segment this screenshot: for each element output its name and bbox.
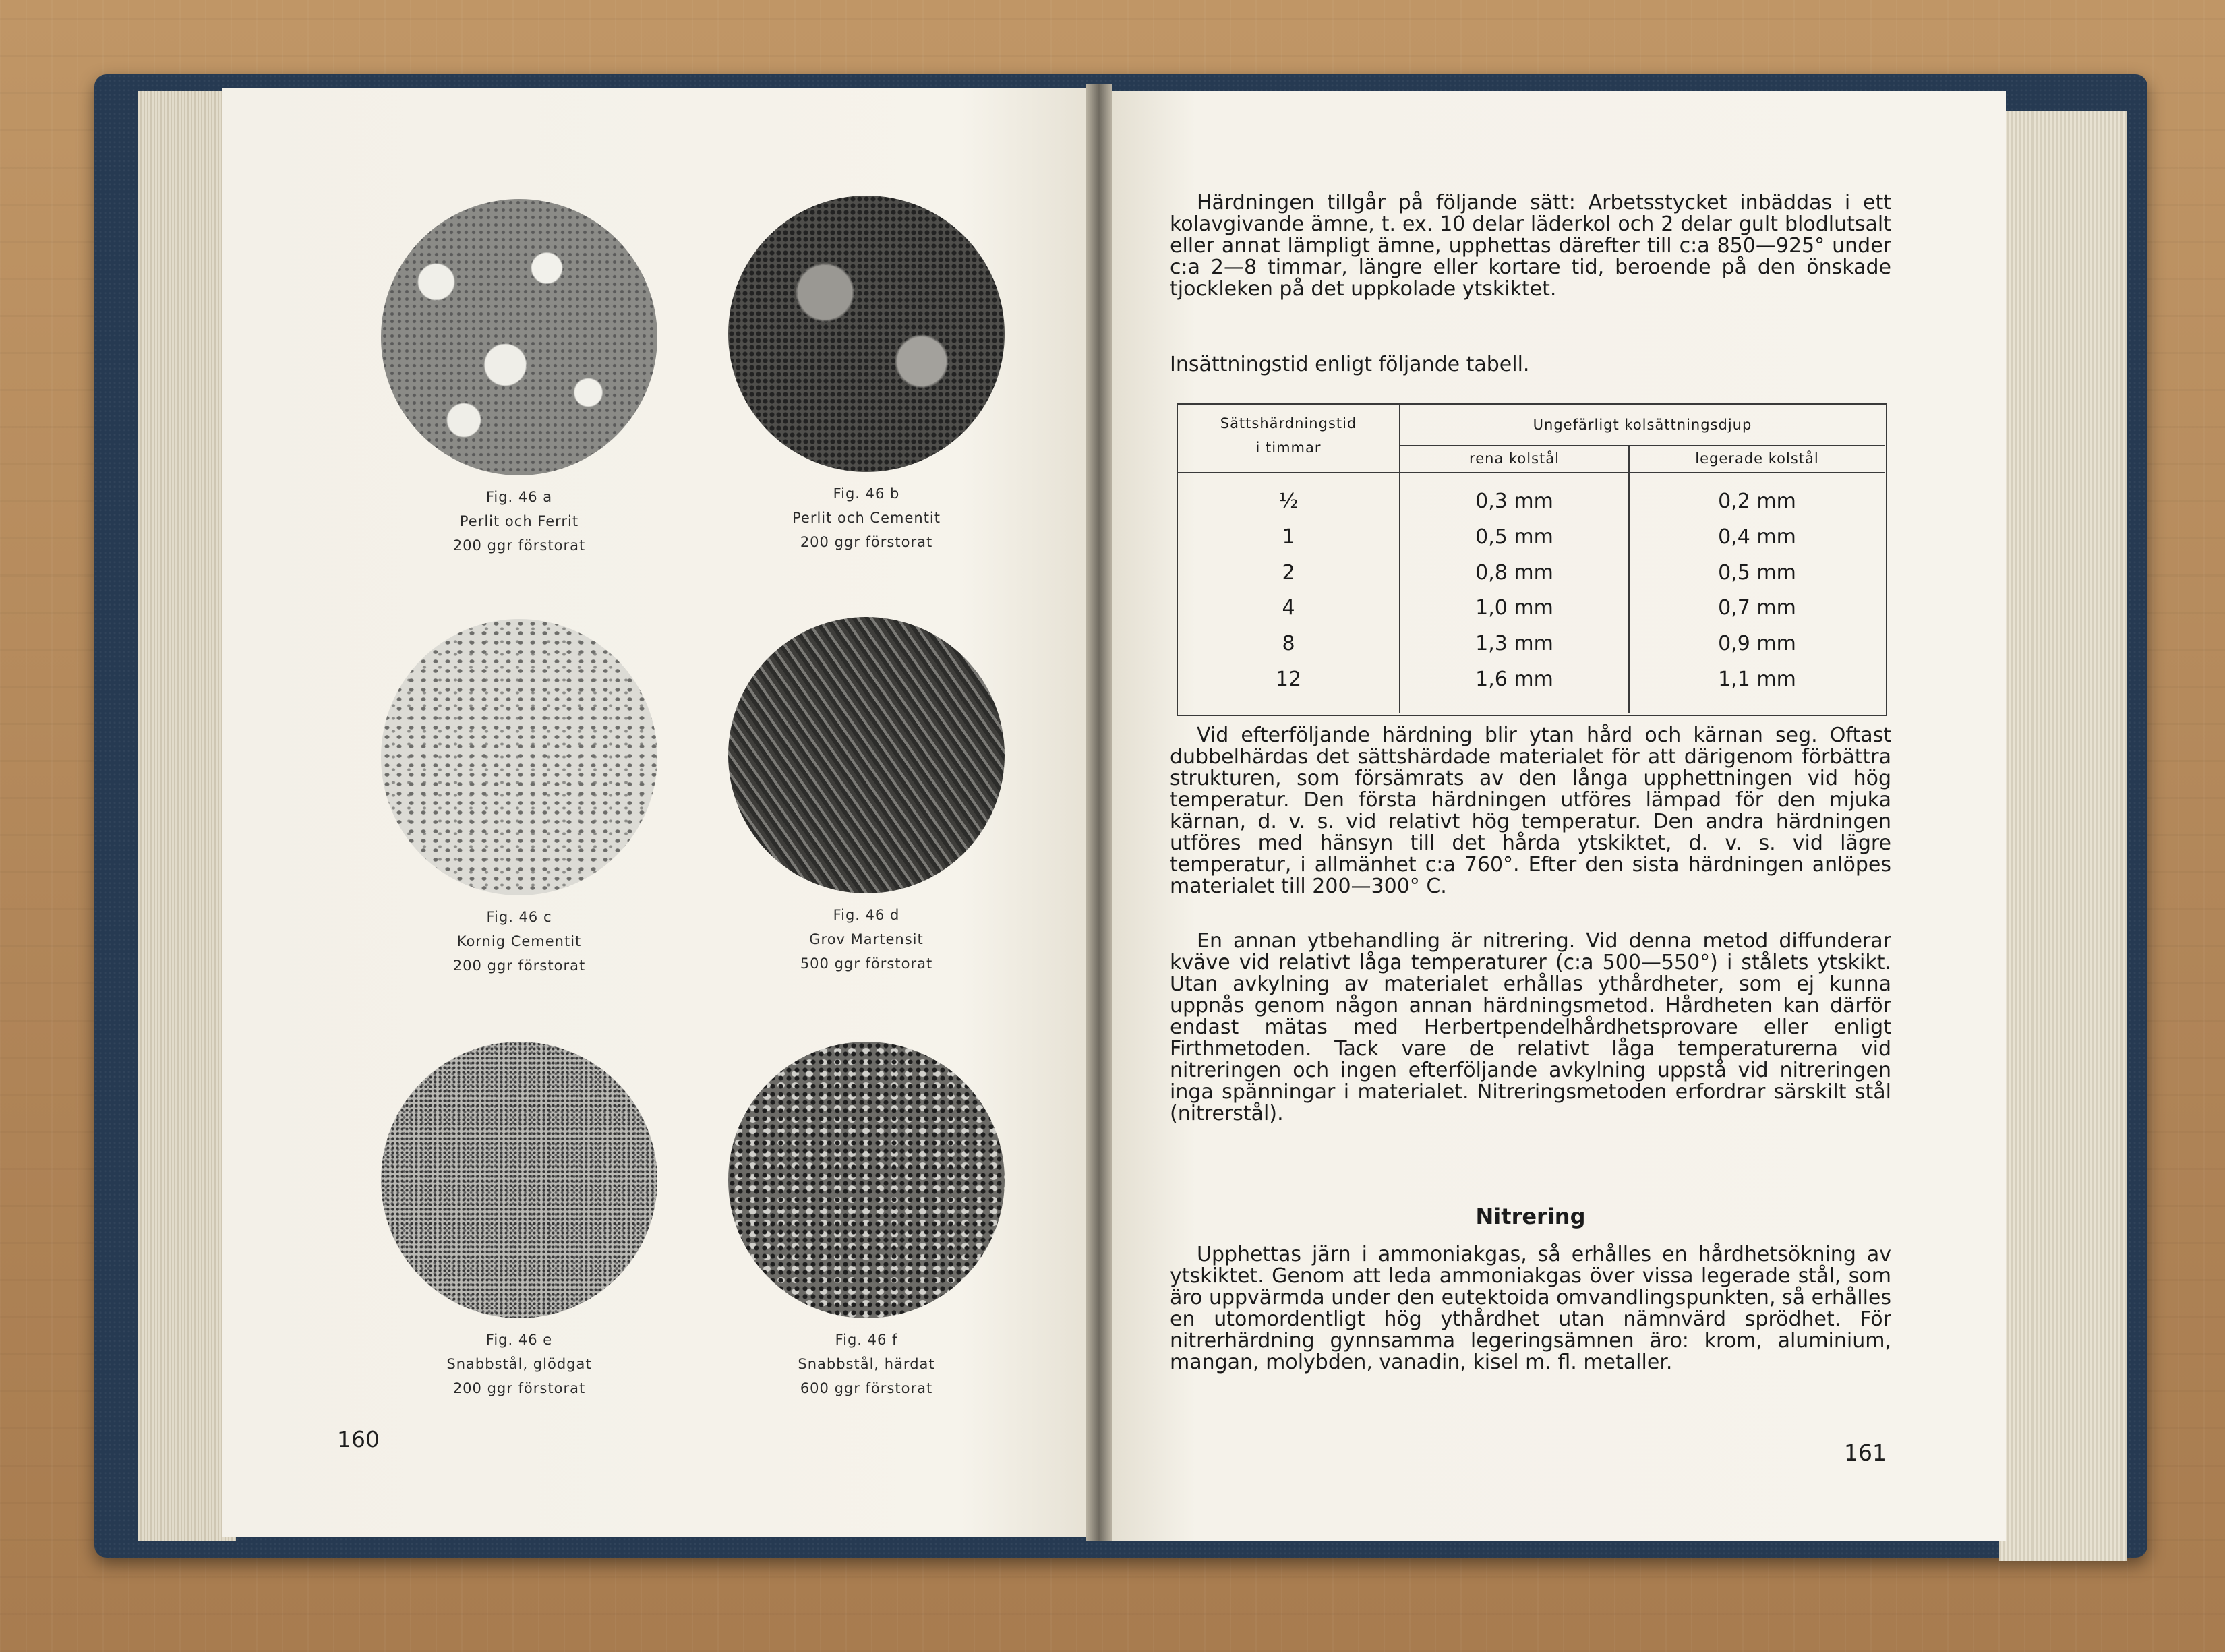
- figure-label: Fig. 46 e: [485, 1332, 553, 1348]
- column-rena: [1400, 484, 1628, 698]
- intro-text: Härdningen tillgår på följande sätt: Arbetsstycket inbäddas i ett kolavgivande ämne, t. ex. 10 delar läderkol och 2 delar gult blodlutsalt eller annat lämpligt ämne, upphettas därefter till c:a 850—925° under c:a 2—8 timmar, längre eller kortare tid, beroende på den önskade tjockleken på det uppkolade ytskiktet.: [1170, 191, 1891, 301]
- nitrering-paragraph: [1170, 1244, 1891, 1374]
- figure-magnification: 500 ggr förstorat: [800, 955, 933, 972]
- figure-description: Kornig Cementit: [456, 933, 582, 949]
- column-time: [1178, 484, 1399, 698]
- figure-description: Perlit och Cementit: [792, 510, 941, 526]
- nitriding-text: En annan ytbehandling är nitrering. Vid denna metod diffunderar kväve vid relativt låga temperaturer (c:a 500—550°) i stålets ytskikt. Utan avkylning av materialet erhållas ythårdheter, som ej kunna uppnås genom någon annan härdningsmetod. Hårdheten kan därför endast mätas med Herbertpendelhårdhetsprovare eller enligt Firthmetoden. Tack vare de relativt låga temperaturerna vid nitreringen och ingen efterföljande avkylning uppstå vid nitreringen inga spänningar i materialet. Nitreringsmetoden erfordrar särskilt stål (nitrerstål).: [1170, 929, 1891, 1125]
- figure-label: Fig. 46 a: [485, 489, 553, 505]
- figure-46a: [378, 199, 661, 558]
- micrograph-image: [381, 1042, 657, 1318]
- cell-rena: 0,5 mm: [1475, 525, 1553, 549]
- cell-legerade: 0,7 mm: [1718, 596, 1796, 620]
- cell-legerade: 0,4 mm: [1718, 525, 1796, 549]
- page-number-right: 161: [1844, 1440, 1887, 1466]
- cell-rena: 1,6 mm: [1475, 667, 1553, 691]
- figure-magnification: 200 ggr förstorat: [452, 957, 586, 974]
- cell-legerade: 0,9 mm: [1718, 632, 1796, 656]
- micrograph-image: [728, 196, 1005, 472]
- micrograph-image: [728, 617, 1005, 893]
- section-heading: Nitrering: [1475, 1204, 1586, 1229]
- figure-46d: [725, 617, 1008, 976]
- figure-description: Grov Martensit: [809, 931, 924, 947]
- cell-rena: 1,0 mm: [1475, 596, 1553, 620]
- cell-rena: 1,3 mm: [1475, 632, 1553, 656]
- column-legerade: [1630, 484, 1885, 698]
- figure-magnification: 200 ggr förstorat: [800, 534, 933, 550]
- figure-label: Fig. 46 d: [833, 907, 900, 923]
- page-number-left: 160: [337, 1426, 380, 1452]
- table-divider: [1178, 472, 1885, 473]
- figure-46b: [725, 196, 1008, 554]
- figure-description: Snabbstål, härdat: [798, 1356, 935, 1372]
- micrograph-image: [381, 619, 657, 895]
- figure-caption: [725, 481, 1008, 554]
- figure-caption: [378, 905, 661, 978]
- figure-magnification: 200 ggr förstorat: [452, 537, 586, 554]
- figure-46e: [378, 1042, 661, 1400]
- cell-time: ½: [1278, 490, 1299, 513]
- header-time: [1178, 411, 1399, 460]
- figure-description: Snabbstål, glödgat: [446, 1356, 592, 1372]
- cell-time: 2: [1282, 560, 1295, 585]
- case-hardening-table: [1177, 403, 1887, 716]
- header-time-line1: Sättshärdningstid: [1220, 415, 1357, 432]
- figure-caption: [378, 485, 661, 558]
- cell-time: 4: [1282, 596, 1295, 620]
- figure-label: Fig. 46 c: [486, 909, 552, 925]
- cell-rena: 0,8 mm: [1475, 560, 1553, 585]
- header-time-line2: i timmar: [1255, 440, 1322, 456]
- header-rena: rena kolstål: [1469, 450, 1560, 467]
- cell-time: 12: [1275, 667, 1302, 691]
- figure-description: Perlit och Ferrit: [459, 513, 579, 529]
- figure-caption: [378, 1328, 661, 1400]
- figure-caption: [725, 1328, 1008, 1400]
- figure-magnification: 200 ggr förstorat: [452, 1380, 586, 1396]
- figure-label: Fig. 46 f: [835, 1332, 898, 1348]
- figure-caption: [725, 903, 1008, 976]
- cell-legerade: 1,1 mm: [1718, 667, 1796, 691]
- hardening-text: Vid efterföljande härdning blir ytan hård och kärnan seg. Oftast dubbelhärdas det sättshärdade materialet för att därigenom förbättra strukturen, som försämrats av den långa upphettningen vid hög temperatur. Den första härdningen utföres lämpad för den mjuka kärnan, d. v. s. vid relativt hög temperatur. Den andra härdningen utföres med hänsyn till det hårda ytskiktet, d. v. s. vid lägre temperatur, i allmänhet c:a 760°. Efter den sista härdningen anlöpes materialet till 200—300° C.: [1170, 724, 1891, 898]
- figure-46f: [725, 1042, 1008, 1400]
- table-intro: [1170, 354, 1891, 376]
- cell-time: 8: [1282, 632, 1295, 656]
- micrograph-image: [381, 199, 657, 475]
- page-edges-right: [1999, 111, 2127, 1561]
- micrograph-image: [728, 1042, 1005, 1318]
- table-intro-text: Insättningstid enligt följande tabell.: [1170, 353, 1530, 376]
- cell-rena: 0,3 mm: [1475, 490, 1553, 513]
- figure-46c: [378, 619, 661, 978]
- nitrering-text: Upphettas järn i ammoniakgas, så erhålles en hårdhetsökning av ytskiktet. Genom att leda ammoniakgas över vissa legerade stål, som äro uppvärmda under den eutektoida omvandlingspunkten, så erhålles en utomordentligt hög ythårdhet utan nämnvärd sprödhet. För nitrerhärdning gynnsamma legeringsämnen äro: krom, aluminium, mangan, molybden, vanadin, kisel m. fl. metaller.: [1170, 1243, 1891, 1374]
- intro-paragraph: [1170, 192, 1891, 300]
- cell-time: 1: [1282, 525, 1295, 549]
- header-legerade: legerade kolstål: [1695, 450, 1819, 467]
- header-group: Ungefärligt kolsättningsdjup: [1533, 417, 1752, 433]
- page-edges-left: [138, 91, 236, 1541]
- cell-legerade: 0,2 mm: [1718, 490, 1796, 513]
- hardening-paragraph: [1170, 725, 1891, 897]
- book-gutter: [1086, 84, 1112, 1541]
- cell-legerade: 0,5 mm: [1718, 560, 1796, 585]
- figure-label: Fig. 46 b: [833, 485, 900, 502]
- figure-magnification: 600 ggr förstorat: [800, 1380, 933, 1396]
- nitriding-paragraph: [1170, 931, 1891, 1125]
